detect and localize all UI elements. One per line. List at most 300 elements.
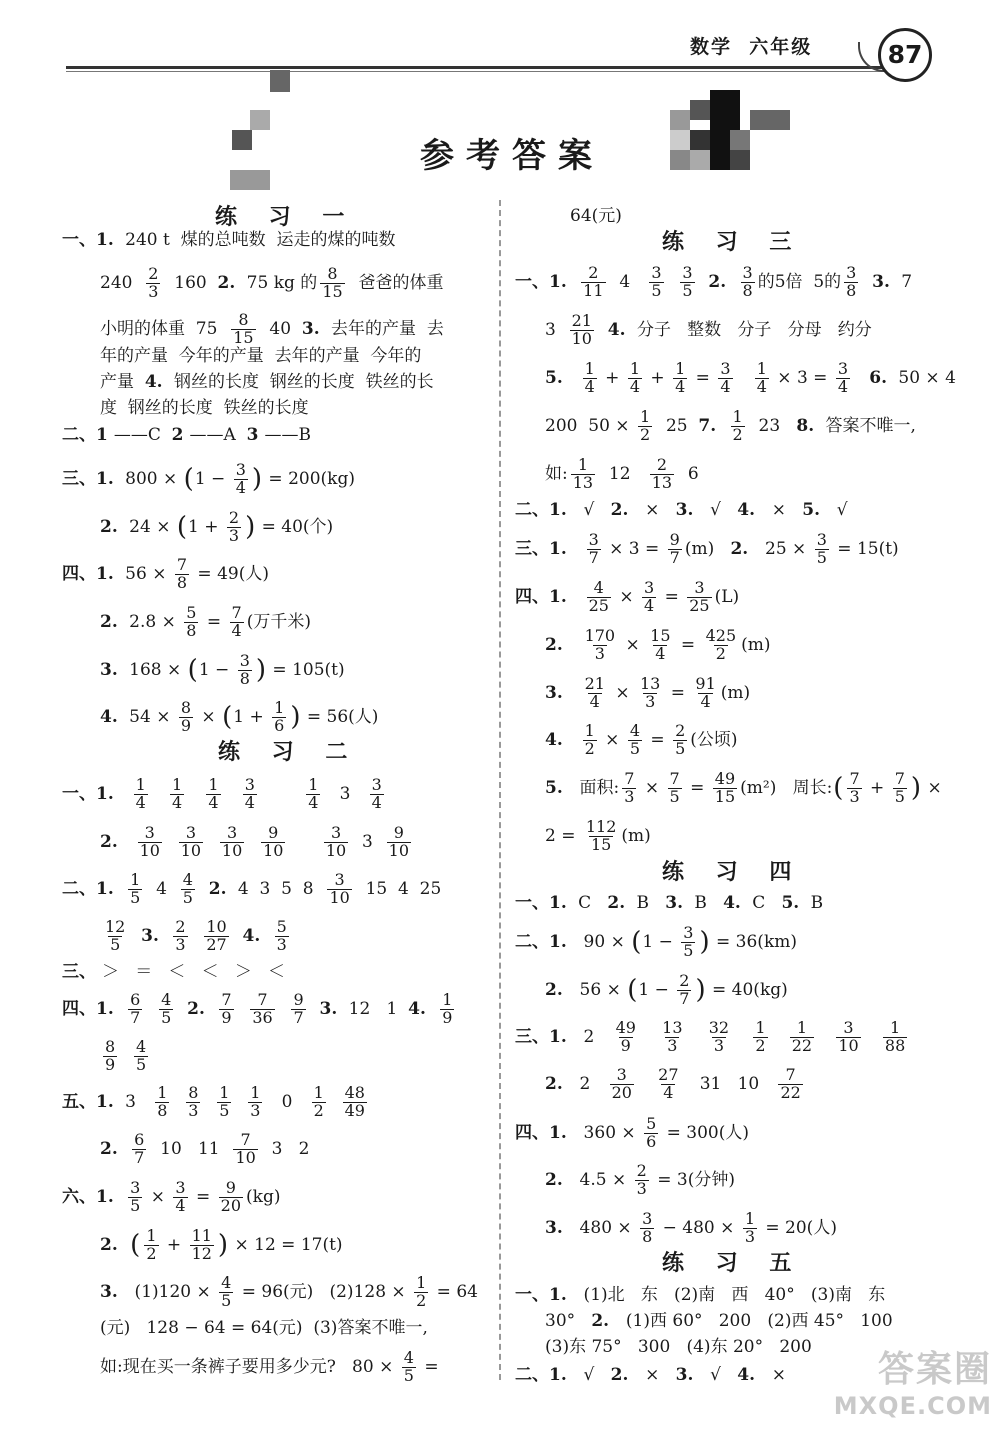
answer-text xyxy=(734,1029,750,1046)
question-number: 5. xyxy=(545,367,563,388)
fraction-numerator: 1 xyxy=(308,774,319,794)
fraction xyxy=(132,1129,146,1167)
question-number: 二、1. xyxy=(515,931,567,952)
answer-text xyxy=(130,928,141,945)
fraction-numerator: 2 xyxy=(675,720,686,740)
question-number: 4. xyxy=(100,706,118,727)
question-number: 5. xyxy=(781,893,800,913)
fraction xyxy=(231,309,255,347)
question-number: 四、1. xyxy=(515,586,567,607)
fraction-numerator: 12 xyxy=(105,916,126,936)
answer-text xyxy=(771,1029,787,1046)
fraction-denominator: 4 xyxy=(655,643,666,663)
fraction-numerator: 3 xyxy=(843,1017,854,1037)
fraction xyxy=(440,989,454,1027)
answer-text: ＞ ＝ ＜ ＜ ＞ ＜ xyxy=(102,962,286,982)
answer-text: ——A xyxy=(189,425,247,445)
fraction-numerator: 1 xyxy=(889,1017,901,1037)
fraction-numerator: 15 xyxy=(650,625,671,645)
answer-line xyxy=(62,1082,370,1120)
answer-text xyxy=(165,834,176,851)
answer-text: 答案不唯一, xyxy=(820,415,916,436)
fraction-numerator: 9 xyxy=(293,989,304,1009)
fraction xyxy=(650,454,674,492)
fraction-denominator: 7 xyxy=(134,1147,145,1167)
answer-text xyxy=(198,881,209,898)
question-number: 六、1. xyxy=(62,1186,114,1207)
fraction-denominator: 7 xyxy=(588,547,599,567)
answer-line xyxy=(100,263,444,301)
answer-text xyxy=(172,1094,183,1111)
answer-text: 360 × xyxy=(572,1122,642,1143)
question-number: 三、1. xyxy=(515,538,567,559)
fraction-denominator: 4 xyxy=(720,376,731,396)
fraction xyxy=(587,577,611,615)
answer-text: (1)120 × xyxy=(123,1281,217,1302)
answer-line xyxy=(62,232,395,249)
answer-text: √ xyxy=(572,500,611,520)
answer-text xyxy=(247,834,258,851)
question-number: 5. xyxy=(802,500,820,520)
answer-text xyxy=(120,1048,131,1065)
bracket: ) xyxy=(695,975,706,1005)
fraction-numerator: 2 xyxy=(636,1160,647,1180)
answer-text: × xyxy=(639,777,665,798)
fraction-numerator: 3 xyxy=(144,822,155,842)
fraction xyxy=(755,358,769,396)
page-number: 87 xyxy=(878,28,932,82)
answer-text xyxy=(667,274,678,291)
answer-text xyxy=(569,685,580,702)
answer-text: × xyxy=(922,777,942,798)
fraction xyxy=(134,1036,148,1074)
fraction-denominator: 3 xyxy=(228,525,240,545)
answer-text xyxy=(569,370,580,387)
answer-text: 分子 整数 分子 分母 约分 xyxy=(631,319,872,340)
question-number: 2. xyxy=(607,893,626,913)
question-number: 2. xyxy=(100,1234,118,1255)
answer-line xyxy=(545,768,942,806)
fraction-denominator: 4 xyxy=(589,691,600,711)
fraction-numerator: 3 xyxy=(226,822,238,842)
fraction-denominator: 5 xyxy=(651,280,662,300)
answer-text: = 15(t) xyxy=(831,538,899,559)
fraction-denominator: 2 xyxy=(755,1035,766,1055)
fraction-numerator: 1 xyxy=(744,1208,755,1228)
fraction-denominator: 4 xyxy=(371,792,382,812)
fraction-numerator: 13 xyxy=(639,673,661,693)
fraction-denominator: 5 xyxy=(136,1054,147,1074)
fraction xyxy=(234,459,248,497)
fraction xyxy=(204,916,228,954)
answer-text: 56 × xyxy=(568,979,627,1000)
fraction-denominator: 5 xyxy=(682,280,693,300)
answer-text xyxy=(573,589,584,606)
answer-text: 度 钢丝的长度 铁丝的长度 xyxy=(100,398,309,418)
fraction-denominator: 4 xyxy=(244,792,255,812)
answer-text: × xyxy=(620,634,646,655)
fraction-denominator: 13 xyxy=(651,472,673,492)
answer-text xyxy=(165,928,170,945)
answer-text: 如:现在买一条裤子要用多少元? 80 × xyxy=(100,1356,399,1377)
fraction-denominator: 15 xyxy=(590,834,612,854)
fraction-numerator: 5 xyxy=(646,1113,657,1133)
fraction-numerator: 91 xyxy=(695,673,716,693)
fraction-denominator: 8 xyxy=(846,280,857,300)
fraction xyxy=(219,1177,243,1215)
fraction-numerator: 4 xyxy=(136,1036,147,1056)
fraction-denominator: 10 xyxy=(180,840,202,860)
fraction-denominator: 6 xyxy=(274,715,285,735)
answer-text: = 200(kg) xyxy=(263,468,355,489)
answer-text: 3 xyxy=(323,783,367,804)
answer-text: (1)西 60° 200 (2)西 45° 100 xyxy=(615,1311,893,1331)
fraction xyxy=(248,1082,262,1120)
fraction-numerator: 8 xyxy=(180,697,192,717)
fraction xyxy=(275,916,289,954)
fraction-denominator: 10 xyxy=(263,840,284,860)
fraction-denominator: 4 xyxy=(175,1195,186,1215)
fraction-denominator: 5 xyxy=(161,1007,172,1027)
answer-text: 200 50 × xyxy=(545,415,635,436)
fraction-numerator: 3 xyxy=(235,459,246,479)
answer-text: √ xyxy=(699,500,738,520)
question-number: 2. xyxy=(100,1138,118,1159)
fraction xyxy=(243,774,257,812)
fraction xyxy=(704,625,739,663)
fraction-numerator: 9 xyxy=(669,529,680,549)
answer-text: = 36(km) xyxy=(710,931,797,952)
question-number: 2. xyxy=(730,538,749,559)
answer-text: × xyxy=(145,1186,171,1207)
fraction-denominator: 3 xyxy=(175,934,186,954)
fraction-denominator: 7 xyxy=(130,1007,141,1027)
fraction xyxy=(668,768,682,806)
fraction-numerator: 1 xyxy=(796,1017,807,1037)
fraction-denominator: 3 xyxy=(148,281,159,301)
answer-text: 1 − xyxy=(638,979,675,1000)
fraction-numerator: 7 xyxy=(624,768,635,788)
fraction-numerator: 21 xyxy=(571,310,592,330)
answer-text: 3 xyxy=(119,1091,153,1112)
answer-text: 0 xyxy=(265,1091,309,1112)
answer-text: (1)北 东 (2)南 西 40° (3)南 东 xyxy=(572,1285,886,1305)
fraction-numerator: 48 xyxy=(344,1082,365,1102)
fraction-numerator: 8 xyxy=(188,1082,199,1102)
question-number: 二、1 xyxy=(62,425,108,445)
answer-text: = xyxy=(675,634,701,655)
fraction xyxy=(387,822,411,860)
bracket: ) xyxy=(699,927,710,957)
fraction-numerator: 1 xyxy=(675,358,686,378)
question-number: 4. xyxy=(737,500,755,520)
answer-text: 90 × xyxy=(572,931,631,952)
answer-text xyxy=(203,1094,214,1111)
fraction xyxy=(673,358,687,396)
fraction-denominator: 9 xyxy=(221,1007,232,1027)
answer-text: × xyxy=(760,500,803,520)
fraction-denominator: 9 xyxy=(442,1007,453,1027)
bracket: ( xyxy=(183,464,194,494)
answer-text: + xyxy=(161,1234,187,1255)
answer-text: (m) xyxy=(720,682,751,703)
fraction-denominator: 10 xyxy=(139,840,160,860)
fraction-denominator: 5 xyxy=(816,547,827,567)
answer-text: = 40(kg) xyxy=(706,979,788,1000)
answer-text: = xyxy=(645,729,671,750)
answer-text xyxy=(432,1001,437,1018)
fraction-numerator: 3 xyxy=(239,650,250,670)
fraction-numerator: 27 xyxy=(658,1064,679,1084)
question-number: 2. xyxy=(100,611,118,632)
answer-text xyxy=(278,1001,289,1018)
answer-text: 2 xyxy=(568,1073,607,1094)
fraction xyxy=(681,922,695,960)
fraction-denominator: 8 xyxy=(186,620,197,640)
section-heading: 练 习 二 xyxy=(218,739,360,765)
fraction-denominator: 4 xyxy=(629,376,640,396)
answer-text: × xyxy=(599,729,625,750)
fraction-denominator: 5 xyxy=(110,934,121,954)
answer-text xyxy=(260,786,303,803)
answer-text xyxy=(145,1001,156,1018)
answer-line xyxy=(100,400,309,417)
watermark-logo-url: MXQE.COM xyxy=(833,1392,992,1420)
answer-line xyxy=(545,816,651,854)
fraction xyxy=(233,1129,257,1167)
fraction-numerator: 1 xyxy=(171,774,183,794)
answer-text: = 300(人) xyxy=(661,1122,750,1143)
question-number: 2. xyxy=(545,1169,563,1190)
fraction xyxy=(836,358,850,396)
question-number: 3. xyxy=(141,925,159,946)
answer-text xyxy=(732,274,737,291)
fraction-denominator: 4 xyxy=(171,792,183,812)
question-number: 2. xyxy=(100,516,118,537)
question-number: 3. xyxy=(545,682,563,703)
answer-text: 54 × xyxy=(123,706,176,727)
answer-line xyxy=(100,507,334,545)
answer-text: C xyxy=(572,893,608,913)
answer-text xyxy=(124,1237,129,1254)
answer-text: (m²) 周长: xyxy=(740,777,833,798)
fraction-numerator: 7 xyxy=(257,989,268,1009)
question-number: 2. xyxy=(708,271,727,292)
fraction-numerator: 3 xyxy=(742,262,753,282)
question-number: 一、1. xyxy=(515,1285,567,1305)
fraction-numerator: 7 xyxy=(894,768,905,788)
answer-text: 2.8 × xyxy=(123,611,182,632)
fraction xyxy=(743,1208,757,1246)
answer-text: (元) 128 − 64 = 64(元) (3)答案不唯一, xyxy=(100,1318,428,1338)
answer-text: = 40(个) xyxy=(256,516,334,537)
fraction-numerator: 2 xyxy=(175,916,186,936)
fraction-denominator: 3 xyxy=(645,691,656,711)
fraction-denominator: 3 xyxy=(744,1226,755,1246)
fraction xyxy=(628,720,642,758)
fraction-denominator: 12 xyxy=(191,1243,212,1263)
question-number: 3. xyxy=(319,998,338,1019)
fraction xyxy=(206,774,220,812)
fraction-denominator: 13 xyxy=(572,472,594,492)
question-number: 2. xyxy=(545,634,563,655)
fraction xyxy=(753,1017,767,1055)
fraction-numerator: 3 xyxy=(588,529,599,549)
answer-text xyxy=(329,1094,340,1111)
question-number: 二、1. xyxy=(515,500,567,520)
fraction xyxy=(306,774,320,812)
fraction-denominator: 3 xyxy=(636,1178,647,1198)
fraction-denominator: 3 xyxy=(250,1100,261,1120)
fraction-numerator: 1 xyxy=(639,406,651,426)
fraction-numerator: 1 xyxy=(157,1082,168,1102)
fraction-denominator: 49 xyxy=(344,1100,365,1120)
fraction xyxy=(146,263,160,301)
answer-text: 1 − xyxy=(194,468,231,489)
question-number: 2. xyxy=(545,979,563,1000)
answer-text xyxy=(151,786,167,803)
bracket: ) xyxy=(245,512,256,542)
fraction xyxy=(179,697,193,735)
fraction-denominator: 9 xyxy=(620,1035,631,1055)
answer-text: × xyxy=(634,500,676,520)
answer-line xyxy=(545,406,916,444)
answer-line xyxy=(545,310,872,348)
question-number: 3. xyxy=(872,271,890,292)
answer-text xyxy=(864,1029,880,1046)
answer-line xyxy=(100,1129,310,1167)
answer-text xyxy=(698,274,709,291)
answer-text: 64(元) xyxy=(570,206,622,226)
fraction-denominator: 10 xyxy=(329,887,350,907)
fraction xyxy=(693,673,717,711)
fraction-denominator: 2 xyxy=(639,424,651,444)
answer-text: (m) xyxy=(741,634,771,655)
fraction-denominator: 3 xyxy=(594,643,605,663)
fraction xyxy=(181,869,195,907)
fraction-numerator: 32 xyxy=(708,1017,730,1037)
fraction xyxy=(414,1272,428,1310)
fraction-numerator: 1 xyxy=(584,358,595,378)
answer-text: (m) xyxy=(684,538,731,559)
answer-text: × 3 = xyxy=(603,538,665,559)
fraction-denominator: 4 xyxy=(231,620,242,640)
fraction-denominator: 36 xyxy=(252,1007,273,1027)
answer-text: 钢丝的长度 钢丝的长度 铁丝的长 xyxy=(168,372,434,392)
answer-text: √ xyxy=(699,1365,738,1385)
bracket: ) xyxy=(217,1230,229,1260)
answer-line xyxy=(62,774,387,812)
answer-text: × xyxy=(609,682,635,703)
answer-text: 240 t 煤的总吨数 运走的煤的吨数 xyxy=(119,230,396,250)
question-number: 二、1. xyxy=(62,878,114,899)
answer-text: 爸爸的体重 xyxy=(347,272,444,293)
fraction-denominator: 22 xyxy=(780,1082,801,1102)
question-number: 7. xyxy=(698,415,717,436)
fraction-denominator: 20 xyxy=(220,1195,242,1215)
answer-text: 240 xyxy=(100,272,144,293)
fraction xyxy=(836,1017,860,1055)
section-heading: 练 习 四 xyxy=(662,859,804,885)
answer-line xyxy=(100,348,421,365)
fraction xyxy=(883,1017,907,1055)
question-number: 四、1. xyxy=(515,1122,567,1143)
answer-line xyxy=(100,309,444,347)
fraction-denominator: 4 xyxy=(837,376,849,396)
fraction-numerator: 4 xyxy=(629,720,640,740)
fraction xyxy=(622,768,636,806)
fraction-denominator: 20 xyxy=(611,1082,632,1102)
fraction-numerator: 1 xyxy=(756,358,767,378)
answer-text: 160 xyxy=(163,272,218,293)
fraction-denominator: 15 xyxy=(322,281,343,301)
answer-text xyxy=(120,1189,125,1206)
answer-text: 31 10 xyxy=(683,1073,776,1094)
answer-line xyxy=(545,1313,893,1330)
fraction xyxy=(219,989,233,1027)
fraction xyxy=(173,916,187,954)
answer-text: 面积: xyxy=(568,777,620,798)
answer-text: 3 xyxy=(351,831,384,852)
fraction-denominator: 2 xyxy=(732,424,743,444)
answer-text: + xyxy=(864,777,890,798)
answer-line xyxy=(515,502,848,519)
fraction-denominator: 2 xyxy=(313,1100,324,1120)
question-number: 2. xyxy=(187,998,205,1019)
answer-text xyxy=(237,1001,248,1018)
answer-line xyxy=(515,1113,750,1151)
answer-text: (公顷) xyxy=(690,729,738,750)
page-title: 参考答案 xyxy=(420,136,604,176)
answer-text: ——C xyxy=(113,425,172,445)
fraction-denominator: 10 xyxy=(838,1035,859,1055)
fraction xyxy=(638,673,662,711)
fraction xyxy=(713,768,737,806)
answer-line xyxy=(62,989,457,1027)
fraction xyxy=(741,262,755,300)
fraction xyxy=(128,869,142,907)
answer-text: 产量 xyxy=(100,372,145,392)
fraction-numerator: 7 xyxy=(849,768,860,788)
fraction-denominator: 5 xyxy=(629,738,640,758)
fraction xyxy=(402,1347,416,1385)
answer-text: B xyxy=(631,893,666,913)
fraction-numerator: 1 xyxy=(130,869,141,889)
answer-text xyxy=(569,637,580,654)
answer-text: 的5倍 5的 xyxy=(757,271,842,292)
answer-text xyxy=(176,1001,187,1018)
header-rule xyxy=(66,66,886,69)
fraction-numerator: 49 xyxy=(615,1017,636,1037)
fraction xyxy=(312,1082,326,1120)
question-number: 一、1. xyxy=(62,783,114,804)
fraction xyxy=(614,1017,638,1055)
fraction xyxy=(718,358,732,396)
fraction-numerator: 7 xyxy=(785,1064,796,1084)
fraction xyxy=(581,262,605,300)
fraction xyxy=(144,1225,158,1263)
answer-line xyxy=(515,529,899,567)
fraction-denominator: 25 xyxy=(689,595,710,615)
answer-line xyxy=(100,1272,478,1310)
answer-text xyxy=(722,418,727,435)
question-number: 一、1. xyxy=(62,230,114,250)
fraction-numerator: 7 xyxy=(176,554,188,574)
fraction-numerator: 2 xyxy=(588,262,599,282)
fraction-denominator: 8 xyxy=(176,572,188,592)
answer-text xyxy=(124,834,135,851)
answer-text: (L) xyxy=(714,586,740,607)
